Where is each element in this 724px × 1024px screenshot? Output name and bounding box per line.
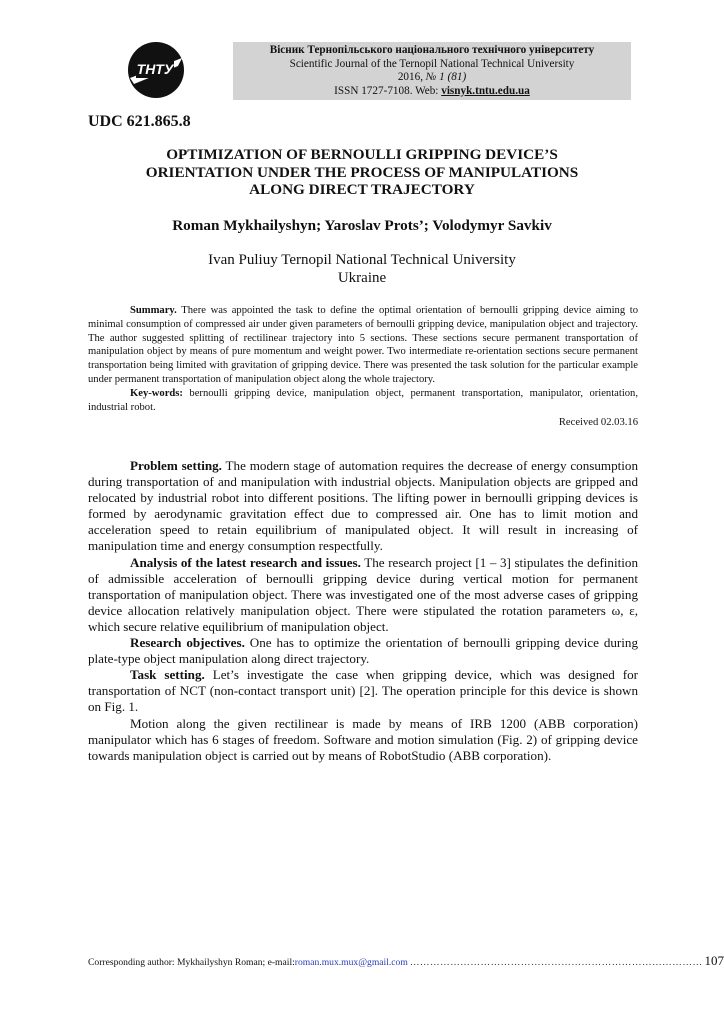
journal-title-en: Scientific Journal of the Ternopil National Technical University <box>289 57 575 70</box>
body-paragraph <box>88 635 638 667</box>
paragraph-text: Motion along the given rectilinear is made by means of IRB 1200 (ABB corporation) manipulator which has 6 stages of freedom. Software and motion simulation (Fig. 2) of gripping device towards manipulation object is carried out by means of RobotStudio (ABB corporation). <box>88 715 638 763</box>
keywords-text: bernoulli gripping device, manipulation object, permanent transportation, manipulator, orientation, industrial robot. <box>88 387 638 413</box>
corresponding-author: Corresponding author: Mykhailyshyn Roman; e-mail: <box>88 957 295 968</box>
journal-issn <box>237 85 627 99</box>
page-footer <box>88 953 724 969</box>
body-paragraph <box>88 458 638 555</box>
affiliation-country: Ukraine <box>337 270 387 286</box>
title-line: ORIENTATION UNDER THE PROCESS OF MANIPULATIONS <box>145 163 579 181</box>
summary-paragraph <box>88 304 638 387</box>
paragraph-heading: Task setting. <box>130 667 205 683</box>
paragraph-heading: Problem setting. <box>130 458 222 473</box>
title-line: OPTIMIZATION OF BERNOULLI GRIPPING DEVICE’S <box>166 146 558 163</box>
summary-text: There was appointed the task to define the optimal orientation of bernoulli gripping device aiming to minimal consumption of compressed air under given parameters of bernoulli gripping device, manipulation object and trajectory. The author suggested splitting of rectilinear trajectory into 5 sections. These sections secure permanent transportation of manipulation object by means of pure momentum and weight power. Two intermediate re-orientation sections secure permanent transportation being limited with gravitation of gripping device. There was presented the task solution for the particular example under permanent transportation of manipulation object along the whole trajectory. <box>88 305 638 385</box>
footer-leader-dots: …………………………………………………………………………… <box>409 957 703 968</box>
udc-code: UDC 621.865.8 <box>88 113 191 130</box>
journal-title-uk: Вісник Тернопільського національного технічного університету <box>269 44 595 56</box>
journal-issue: № 1 (81) <box>425 71 467 83</box>
paragraph-text: Let’s investigate the case when gripping device, which was designed for transportation of NCT (non-contact transport unit) [2]. The operation principle for this device is shown on Fig. 1. <box>88 667 638 715</box>
page-number: 107 <box>704 953 724 968</box>
body-paragraph <box>88 555 638 635</box>
title-line: ALONG DIRECT TRAJECTORY <box>249 181 475 198</box>
affiliation <box>88 251 636 287</box>
body-text <box>88 458 638 764</box>
author-email-link[interactable]: roman.mux.mux@gmail.com <box>294 957 408 968</box>
paragraph-text: One has to optimize the orientation of bernoulli gripping device during plate-type object manipulation along direct trajectory. <box>88 635 639 667</box>
summary-label: Summary. <box>130 305 177 316</box>
body-paragraph <box>88 716 638 764</box>
received-date: Received 02.03.16 <box>558 417 638 429</box>
university-logo <box>112 38 200 108</box>
issn-text: ISSN 1727-7108. Web: <box>334 84 442 97</box>
affiliation-university: Ivan Puliuy Ternopil National Technical University <box>208 252 516 268</box>
keywords-paragraph <box>88 387 638 415</box>
keywords-label: Key-words: <box>130 387 183 399</box>
journal-year: 2016, <box>397 71 426 83</box>
journal-web-link[interactable]: visnyk.tntu.edu.ua <box>441 84 530 97</box>
paragraph-text: The modern stage of automation requires the decrease of energy consumption during transportation of and manipulation with industrial objects. Manipulation objects are gripped and relocated by industrial robot into different positions. The lifting power in bernoulli gripping devices is formed by aerodynamic gravitation effect due to compressed air. One has to limit motion and acceleration speed to retain equilibrium of manipulated object. It will result in increasing of manipulation time and energy consumption respectfully. <box>88 458 638 554</box>
journal-year-issue <box>237 71 627 85</box>
paper-title <box>88 146 636 199</box>
paragraph-heading: Analysis of the latest research and issues. <box>130 554 361 570</box>
paragraph-text: The research project [1 – 3] stipulates the definition of admissible acceleration of bernoulli gripping device during vertical motion for permanent transportation of manipulation object. There was investigated one of the most adverse cases of gripping device allocation relatively manipulation object. There were stipulated the rotation parameters ω, ε, which secure relative equilibrium of manipulation object. <box>88 554 638 634</box>
body-paragraph <box>88 667 638 715</box>
logo-text: ТНТУ <box>136 61 174 77</box>
abstract <box>88 304 638 430</box>
journal-header <box>233 42 631 100</box>
paragraph-heading: Research objectives. <box>130 635 245 651</box>
authors: Roman Mykhailyshyn; Yaroslav Prots’; Volodymyr Savkiv <box>172 217 552 234</box>
